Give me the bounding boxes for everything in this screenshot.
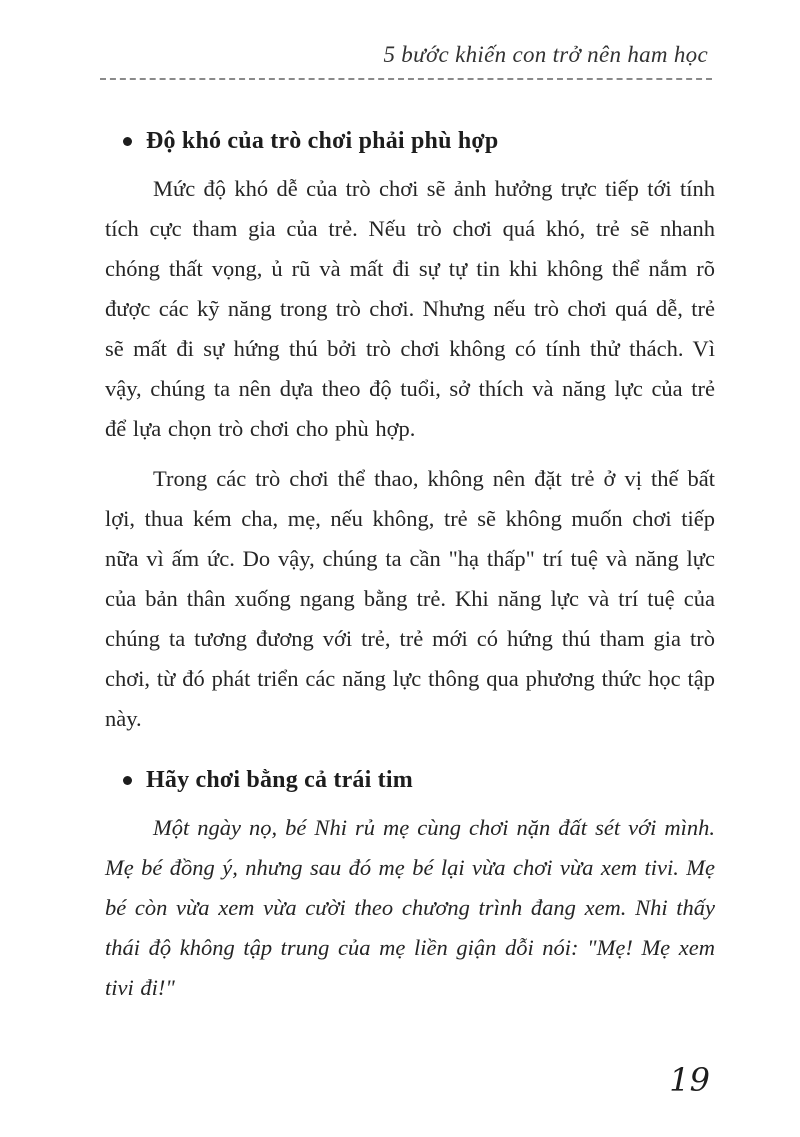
- paragraph-story-nhi: Một ngày nọ, bé Nhi rủ mẹ cùng chơi nặn đất sét với mình. Mẹ bé đồng ý, nhưng sau đó mẹ bé lại vừa chơi vừa xem tivi. Mẹ bé còn vừa xem vừa cười theo chương trình đang xem. Nhi thấy thái độ không tập trung của mẹ liền giận dỗi nói: "Mẹ! Mẹ xem tivi đi!": [105, 815, 715, 1000]
- paragraph-difficulty-2: Trong các trò chơi thể thao, không nên đặt trẻ ở vị thế bất lợi, thua kém cha, mẹ, nếu không, trẻ sẽ không muốn chơi tiếp nữa vì ấm ức. Do vậy, chúng ta cần "hạ thấp" trí tuệ và năng lực của bản thân xuống ngang bằng trẻ. Khi năng lực và trí tuệ của chúng ta tương đương với trẻ, trẻ mới có hứng thú tham gia trò chơi, từ đó phát triển các năng lực thông qua phương thức học tập này.: [105, 466, 715, 731]
- page-header: [100, 42, 712, 88]
- running-header-title: 5 bước khiến con trở nên ham học: [383, 42, 708, 67]
- page-number: 19: [669, 1061, 710, 1099]
- section-heading-text: Độ khó của trò chơi phải phù hợp: [146, 128, 499, 154]
- section-heading-game-difficulty: [123, 128, 715, 155]
- page-content: [105, 100, 715, 1018]
- bullet-icon: [123, 137, 132, 146]
- section-heading-play-wholeheartedly: [123, 767, 715, 794]
- bullet-icon: [123, 776, 132, 785]
- paragraph-difficulty-1: Mức độ khó dễ của trò chơi sẽ ảnh hưởng trực tiếp tới tính tích cực tham gia của trẻ. Nếu trò chơi quá khó, trẻ sẽ nhanh chóng thất vọng, ủ rũ và mất đi sự tự tin khi không thể nắm rõ được các kỹ năng trong trò chơi. Nhưng nếu trò chơi quá dễ, trẻ sẽ mất đi sự hứng thú bởi trò chơi không có tính thử thách. Vì vậy, chúng ta nên dựa theo độ tuổi, sở thích và năng lực của trẻ để lựa chọn trò chơi cho phù hợp.: [105, 176, 715, 441]
- header-divider: [100, 78, 712, 80]
- section-heading-text: Hãy chơi bằng cả trái tim: [146, 767, 413, 793]
